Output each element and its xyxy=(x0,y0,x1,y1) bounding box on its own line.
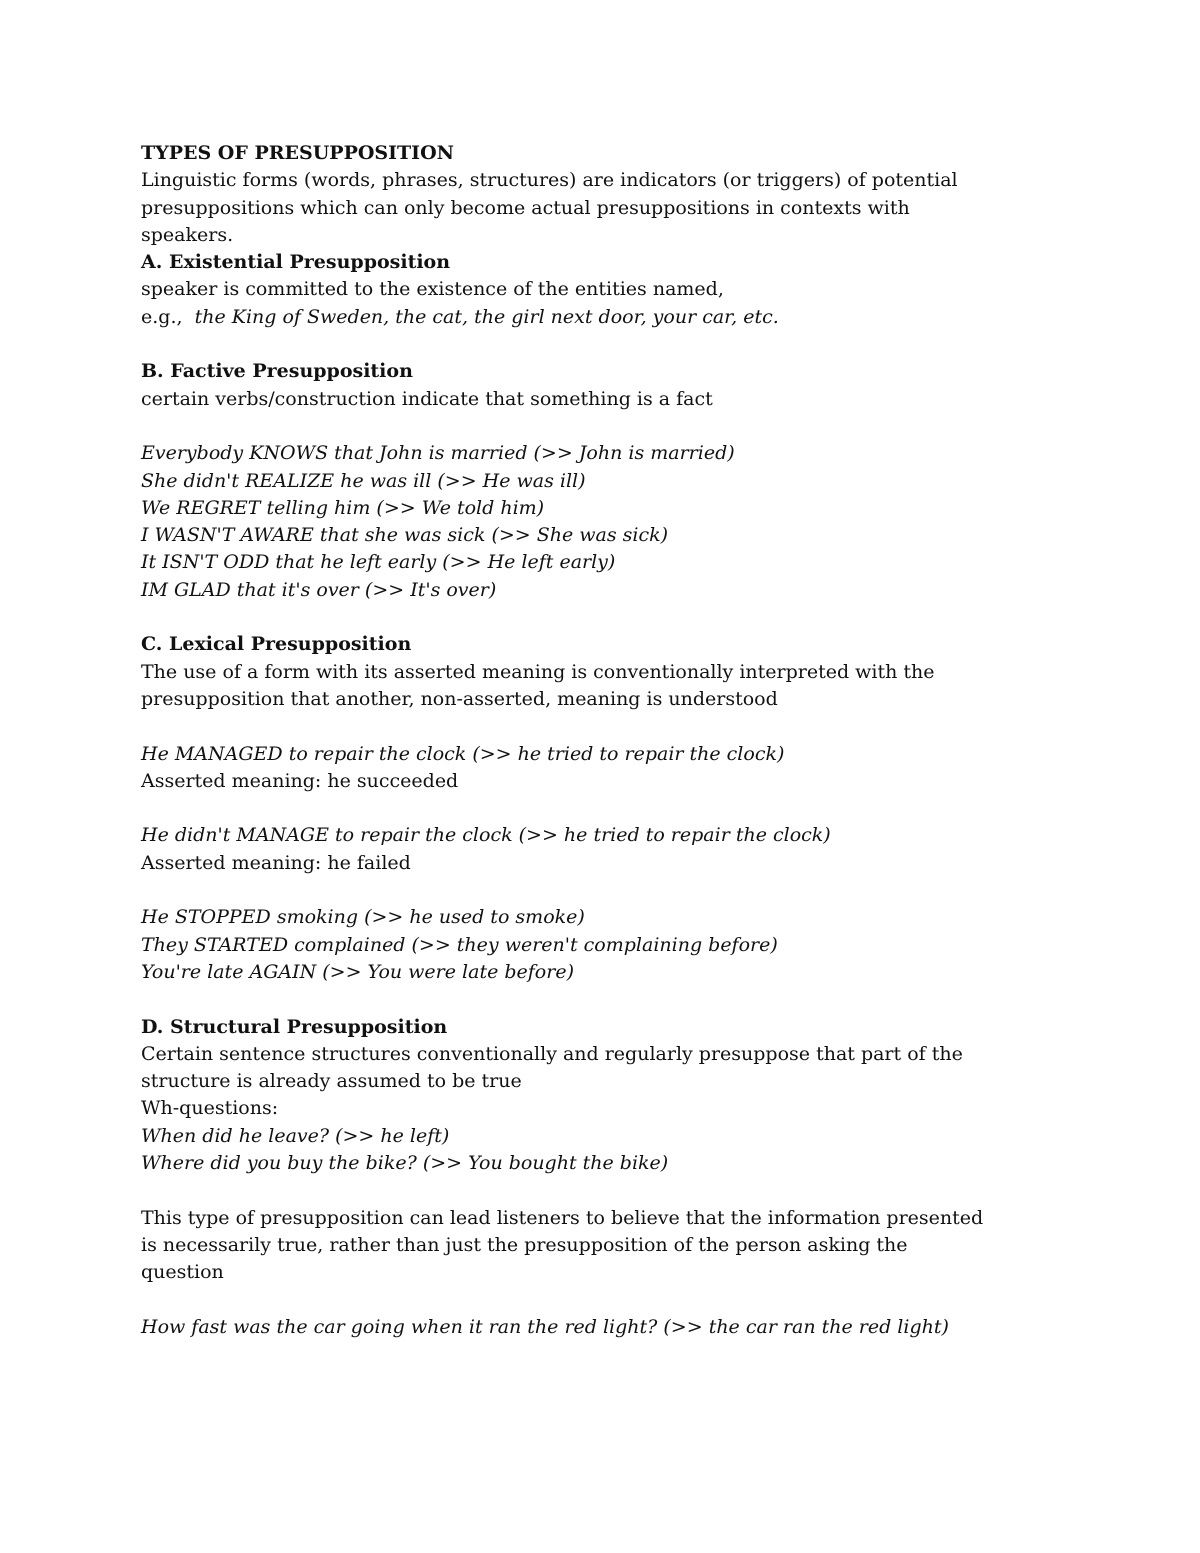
section-b-description: certain verbs/construction indicate that something is a fact xyxy=(141,387,713,410)
intro-line: Linguistic forms (words, phrases, structures) are indicators (or triggers) of potential xyxy=(141,169,958,192)
spacer xyxy=(141,713,1071,740)
lexical-example: They STARTED complained (>> they weren't complaining before) xyxy=(141,933,778,956)
section-a-example xyxy=(141,304,1071,331)
section-c-description: The use of a form with its asserted meaning is conventionally interpreted with the xyxy=(141,660,935,683)
lexical-example: He STOPPED smoking (>> he used to smoke) xyxy=(141,906,585,929)
wh-questions-label: Wh-questions: xyxy=(141,1097,279,1120)
structural-note: question xyxy=(141,1261,224,1284)
structural-note: This type of presupposition can lead listeners to believe that the information presented xyxy=(141,1206,984,1229)
section-d-description: Certain sentence structures conventionally and regularly presuppose that part of the xyxy=(141,1042,963,1065)
spacer xyxy=(141,413,1071,440)
lexical-example: You're late AGAIN (>> You were late before) xyxy=(141,960,574,983)
intro-line: speakers. xyxy=(141,223,234,246)
factive-example: It ISN'T ODD that he left early (>> He left early) xyxy=(141,551,616,574)
spacer xyxy=(141,604,1071,631)
wh-example: Where did you buy the bike? (>> You bought the bike) xyxy=(141,1151,669,1174)
spacer xyxy=(141,1286,1071,1313)
intro-line: presuppositions which can only become actual presuppositions in contexts with xyxy=(141,196,910,219)
wh-example: When did he leave? (>> he left) xyxy=(141,1124,450,1147)
factive-example: IM GLAD that it's over (>> It's over) xyxy=(141,578,497,601)
section-c-description: presupposition that another, non-asserted, meaning is understood xyxy=(141,687,778,710)
document-page xyxy=(141,140,1071,1341)
asserted-meaning: Asserted meaning: he failed xyxy=(141,851,411,874)
spacer xyxy=(141,877,1071,904)
eg-text: the King of Sweden, the cat, the girl next door, your car, etc. xyxy=(194,305,779,328)
factive-example: She didn't REALIZE he was ill (>> He was ill) xyxy=(141,469,586,492)
lexical-example: He MANAGED to repair the clock (>> he tried to repair the clock) xyxy=(141,742,785,765)
spacer xyxy=(141,331,1071,358)
factive-example: I WASN'T AWARE that she was sick (>> She was sick) xyxy=(141,524,669,547)
lexical-example: He didn't MANAGE to repair the clock (>> he tried to repair the clock) xyxy=(141,824,831,847)
spacer xyxy=(141,795,1071,822)
section-c-heading: C. Lexical Presupposition xyxy=(141,633,412,656)
factive-example: We REGRET telling him (>> We told him) xyxy=(141,496,545,519)
structural-final-example: How fast was the car going when it ran the red light? (>> the car ran the red light) xyxy=(141,1315,949,1338)
section-d-heading: D. Structural Presupposition xyxy=(141,1015,448,1038)
eg-prefix: e.g., xyxy=(141,305,183,328)
factive-example: Everybody KNOWS that John is married (>> John is married) xyxy=(141,442,735,465)
section-d-description: structure is already assumed to be true xyxy=(141,1070,522,1093)
spacer xyxy=(141,986,1071,1013)
spacer xyxy=(141,1177,1071,1204)
asserted-meaning: Asserted meaning: he succeeded xyxy=(141,769,459,792)
document-title: TYPES OF PRESUPPOSITION xyxy=(141,142,454,164)
section-a-heading: A. Existential Presupposition xyxy=(141,251,451,274)
section-a-description: speaker is committed to the existence of the entities named, xyxy=(141,278,724,301)
structural-note: is necessarily true, rather than just the presupposition of the person asking the xyxy=(141,1233,908,1256)
section-b-heading: B. Factive Presupposition xyxy=(141,360,413,383)
